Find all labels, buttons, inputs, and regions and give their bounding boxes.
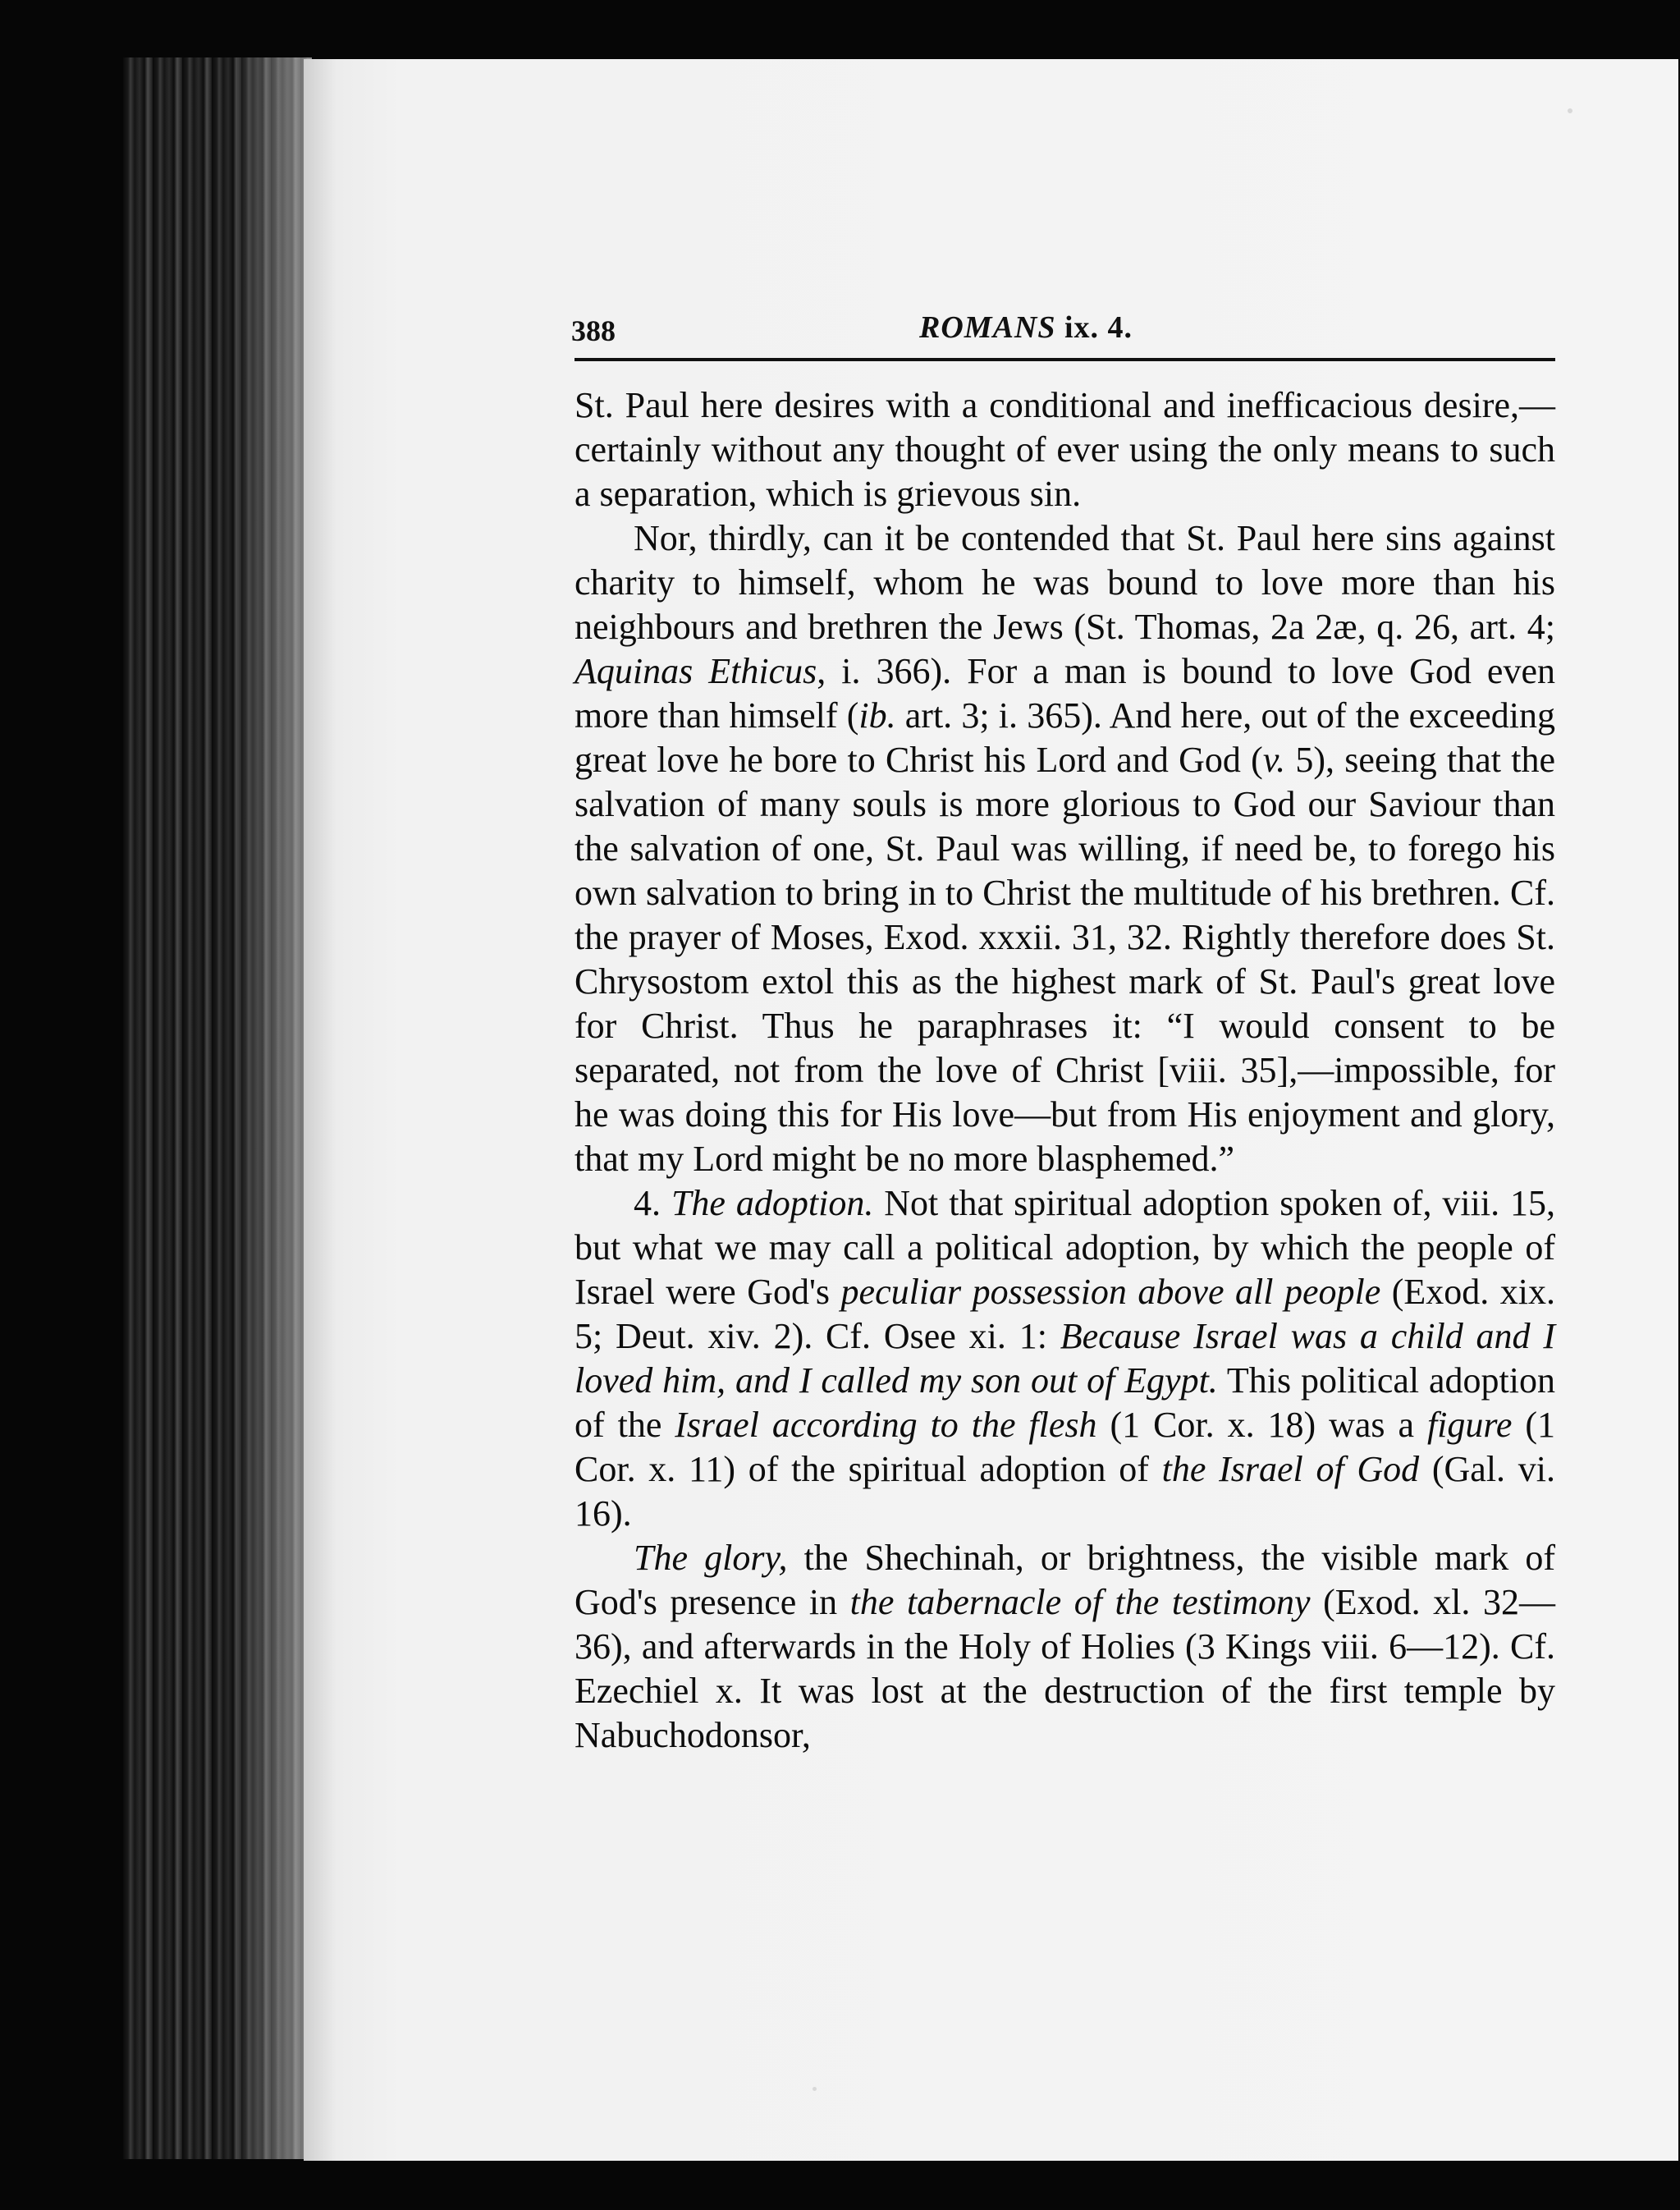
italic-run: ib. (858, 695, 896, 736)
italic-run: The adoption. (671, 1183, 874, 1223)
text-run: (1 Cor. x. 11) of the spiritual adoption of (574, 1405, 1555, 1489)
text-run: St. Paul here desires with a conditional and inefficacious desire,—certainly without any thought of ever using the only means to such a separation, which is grievous sin. (574, 385, 1555, 514)
text-run: (Exod. xl. 32—36), and afterwards in the Holy of Holies (3 Kings viii. 6—12). Cf. Ezechiel x. It was lost at the destruction of the first temple by Nabuchodonsor, (574, 1582, 1555, 1755)
text-run: (Exod. xix. 5; Deut. xiv. 2). Cf. Osee xi. 1: (574, 1272, 1555, 1356)
italic-run: the Israel of God (1161, 1449, 1420, 1489)
text-run: art. 3; i. 365). And here, out of the exceeding great love he bore to Christ his Lord and God ( (574, 695, 1555, 780)
text-run: This political adoption of the (574, 1360, 1555, 1445)
text-run: Nor, thirdly, can it be contended that St. Paul here sins against charity to himself, whom he was bound to love more than his neighbours and brethren the Jews (St. Thomas, 2a 2æ, q. 26, art. 4; (574, 518, 1555, 647)
italic-run: Because Israel was a child and I loved him, and I called my son out of Egypt. (574, 1316, 1555, 1401)
italic-run: peculiar possession above all people (840, 1272, 1381, 1312)
italic-run: v. (1262, 740, 1286, 780)
page-number: 388 (571, 314, 616, 347)
text-run: the Shechinah, or brightness, the visible mark of God's presence in (574, 1538, 1555, 1622)
paragraph-p1 (574, 383, 1555, 516)
text-run: Not that spiritual adoption spoken of, viii. 15, but what we may call a political adoption, by which the people of Israel were God's (574, 1183, 1556, 1312)
text-run: (1 Cor. x. 18) was a (1096, 1405, 1427, 1445)
text-run: (Gal. vi. 16). (574, 1449, 1555, 1534)
running-title-book: ROMANS (919, 310, 1056, 345)
italic-run: the tabernacle of the testimony (849, 1582, 1311, 1622)
running-title (919, 309, 1133, 346)
page-edge-highlight (238, 57, 312, 2159)
text-run: 5), seeing that the salvation of many souls is more glorious to God our Saviour than the salvation of one, St. Paul was willing, if need be, to forego his own salvation to bring in to Christ the multitude of his brethren. Cf. the prayer of Moses, Exod. xxxii. 31, 32. Rightly therefore does St. Chrysostom extol this as the highest mark of St. Paul's great love for Christ. Thus he paraphrases it: “I would consent to be separated, not from the love of Christ [viii. 35],—impossible, for he was doing this for His love—but from His enjoyment and glory, that my Lord might be no more blasphemed.” (574, 740, 1556, 1179)
italic-run: Aquinas Ethicus (574, 651, 817, 691)
header-rule (574, 358, 1555, 361)
book-page-edges (123, 57, 312, 2159)
running-head (304, 305, 1678, 355)
paragraph-p3 (574, 1181, 1555, 1536)
italic-run: Israel according to the flesh (675, 1405, 1097, 1445)
body-text (574, 383, 1555, 1758)
text-run: 4. (634, 1183, 671, 1223)
text-run: , i. 366). For a man is bound to love God even more than himself ( (574, 651, 1555, 736)
book-page (304, 59, 1678, 2161)
paragraph-p4 (574, 1536, 1555, 1758)
italic-run: figure (1426, 1405, 1513, 1445)
paragraph-p2 (574, 516, 1555, 1181)
italic-run: The glory, (634, 1538, 788, 1578)
scan-speck (813, 2087, 817, 2091)
scan-speck (1568, 108, 1572, 113)
running-title-reference: ix. 4. (1064, 310, 1133, 345)
